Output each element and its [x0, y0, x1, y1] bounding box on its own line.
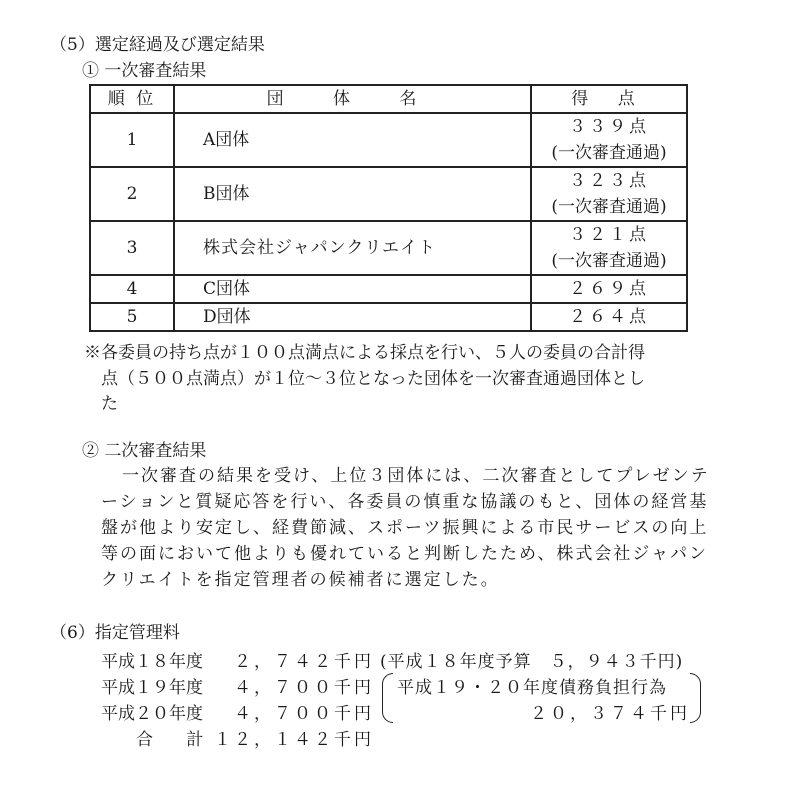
fee-year: 平成２０年度: [101, 704, 203, 724]
rank-cell: 4: [90, 275, 174, 303]
rank-cell: 5: [90, 303, 174, 331]
scoring-note-line-3: た: [101, 394, 118, 414]
header-score: 得 点: [531, 85, 687, 113]
org-name-cell: 株式会社ジャパンクリエイト: [174, 221, 531, 275]
first-screening-table: [89, 84, 688, 332]
org-name-cell: D団体: [174, 303, 531, 331]
sub2-text-line-2: ーションと質疑応答を行い、各委員の慎重な協議のもと、団体の経営基: [101, 492, 709, 512]
section6-heading: （6）指定管理料: [50, 623, 180, 643]
scoring-note-line-2: 点（５００点満点）が１位〜３位となった団体を一次審査通過団体とし: [101, 369, 645, 389]
score-cell: [531, 113, 687, 167]
org-name-cell: B団体: [174, 167, 531, 221]
section5-heading: （5）選定経過及び選定結果: [50, 35, 265, 55]
total-amount: １２，１４２千円: [214, 730, 374, 750]
fee-amount: ２，７４２千円: [234, 652, 374, 672]
score-cell: [531, 221, 687, 275]
fee-amount: ４，７００千円: [234, 704, 374, 724]
fee-year: 平成１９年度: [101, 678, 203, 698]
score-value: ２６４点: [531, 303, 687, 331]
debt-note-line-1: 平成１９・２０年度債務負担行為: [397, 678, 667, 698]
rank-cell: 2: [90, 167, 174, 221]
header-org-name: 団 体 名: [174, 85, 531, 113]
right-bracket: [690, 673, 701, 723]
sub2-text-line-5: クリエイトを指定管理者の候補者に選定した。: [101, 570, 500, 590]
sub2-text-line-3: 盤が他より安定し、経費節減、スポーツ振興による市民サービスの向上: [101, 518, 709, 538]
scoring-note-line-1: ※各委員の持ち点が１００点満点による採点を行い、５人の委員の合計得: [84, 343, 645, 363]
rank-cell: 3: [90, 221, 174, 275]
table-header-row: [90, 85, 687, 113]
score-value: ３３９点: [569, 117, 649, 137]
score-value: ３２１点: [569, 225, 649, 245]
table-row: [90, 221, 687, 275]
org-name-cell: C団体: [174, 275, 531, 303]
sub1-heading: ① 一次審査結果: [82, 61, 207, 81]
rank-cell: 1: [90, 113, 174, 167]
left-bracket: [382, 673, 393, 723]
table-row: [90, 275, 687, 303]
budget-note: (平成１８年度予算 ５，９４３千円): [380, 652, 684, 672]
score-note: (一次審査通過): [551, 251, 667, 271]
table-row: [90, 113, 687, 167]
table-row: [90, 167, 687, 221]
header-rank: 順 位: [90, 85, 174, 113]
score-cell: [531, 167, 687, 221]
total-label: 合 計: [136, 730, 218, 750]
fee-year: 平成１８年度: [101, 652, 203, 672]
sub2-text-line-4: 等の面において他よりも優れていると判断したため、株式会社ジャパン: [101, 544, 708, 564]
score-value: ３２３点: [569, 171, 649, 191]
score-note: (一次審査通過): [551, 143, 667, 163]
debt-note-line-2: ２０，３７４千円: [530, 704, 690, 724]
sub2-text-line-1: 一次審査の結果を受け、上位３団体には、二次審査としてプレゼンテ: [122, 466, 710, 486]
score-value: ２６９点: [531, 275, 687, 303]
score-note: (一次審査通過): [551, 197, 667, 217]
table-row: [90, 303, 687, 331]
sub2-heading: ② 二次審査結果: [82, 441, 207, 461]
fee-amount: ４，７００千円: [234, 678, 374, 698]
org-name-cell: A団体: [174, 113, 531, 167]
